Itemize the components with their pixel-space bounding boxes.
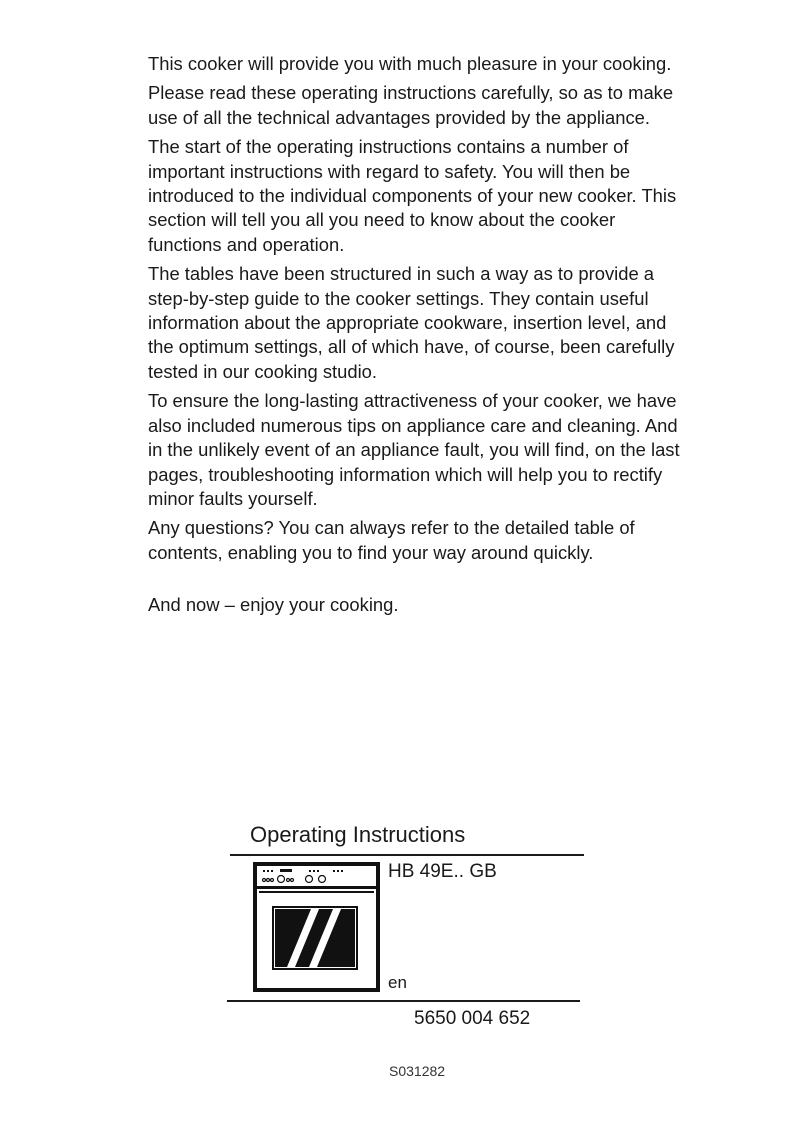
oven-icon — [253, 862, 380, 992]
model-number: HB 49E.. GB — [388, 861, 497, 882]
intro-paragraph-5: To ensure the long-lasting attractiveness of your cooker, we have also included numerous tips on appliance care and cleaning. And in the unlikely event of an appliance fault, you will find, on the last pages, troubleshooting information which will help you to rectify minor faults yourself. — [148, 390, 680, 509]
language-code: en — [388, 973, 407, 992]
cover-title: Operating Instructions — [250, 822, 466, 847]
footer-code: S031282 — [389, 1063, 446, 1079]
part-number: 5650 004 652 — [414, 1008, 531, 1029]
intro-paragraph-3: The start of the operating instructions contains a number of important instructions with regard to safety. You will then be introduced to the individual components of your new cooker. This section will tell you all you need to know about the cooker functions and operation. — [148, 136, 677, 255]
intro-paragraph-2: Please read these operating instructions carefully, so as to make use of all the technical advantages provided by the appliance. — [148, 82, 674, 128]
intro-text — [148, 52, 688, 623]
intro-paragraph-6: Any questions? You can always refer to the detailed table of contents, enabling you to find your way around quickly. — [148, 517, 635, 563]
bottom-divider — [227, 1000, 580, 1002]
intro-paragraph-4: The tables have been structured in such a way as to provide a step-by-step guide to the cooker settings. They contain useful information about the appropriate cookware, insertion level, and the optimum settings, all of which have, of course, been carefully tested in our cooking studio. — [148, 263, 675, 382]
intro-paragraph-1: This cooker will provide you with much pleasure in your cooking. — [148, 53, 672, 74]
intro-closing: And now – enjoy your cooking. — [148, 594, 399, 616]
top-divider — [230, 854, 584, 856]
